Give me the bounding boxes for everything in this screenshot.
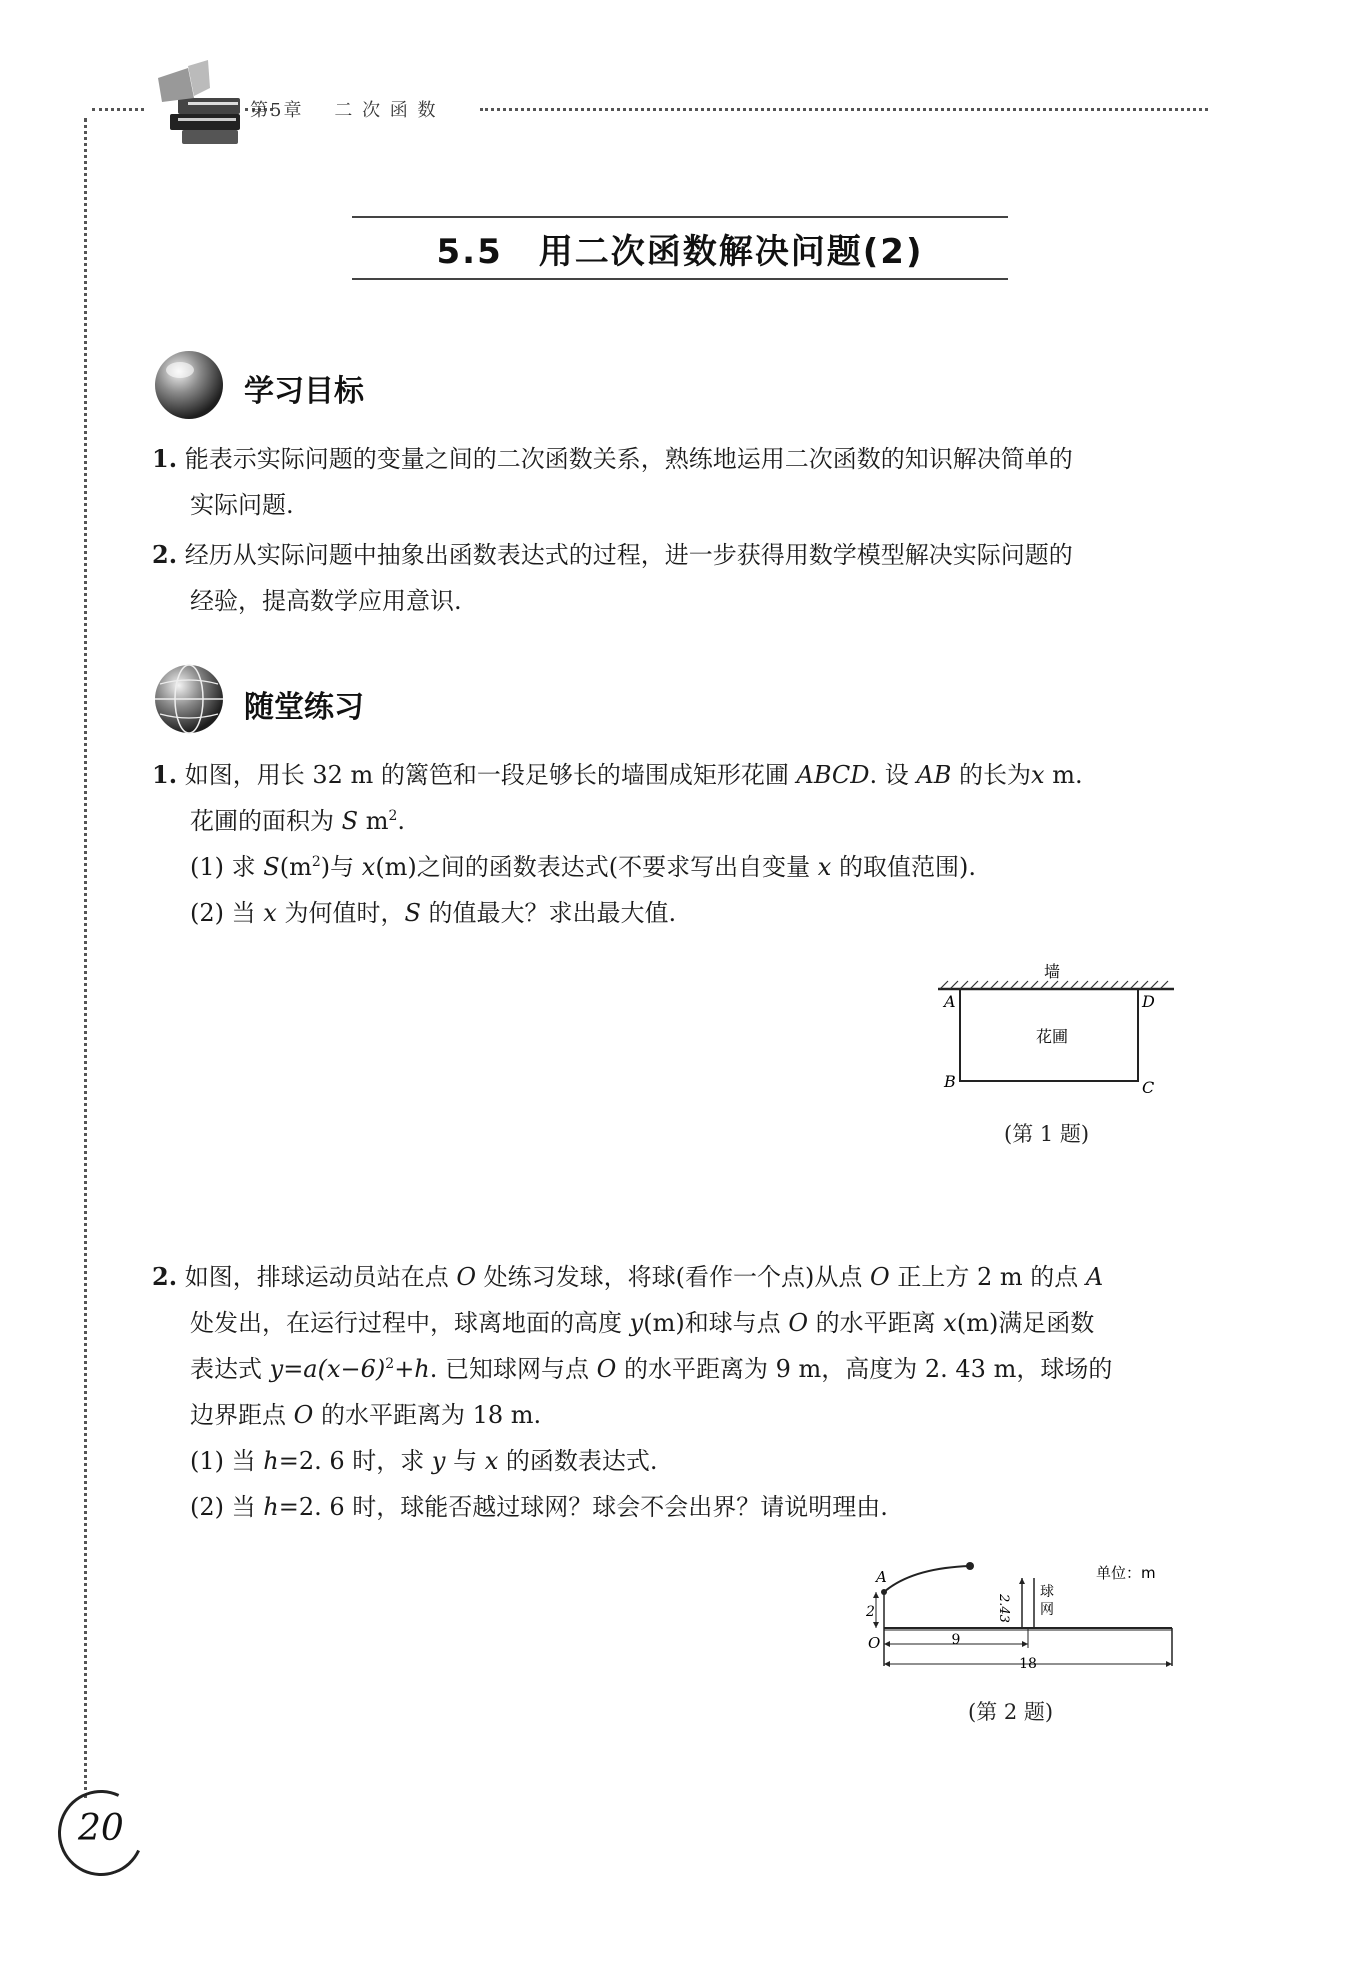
q2-sup: 2	[385, 1356, 395, 1372]
height-2-label: 2	[866, 1604, 875, 1620]
item-text-cont: 经验，提高数学应用意识.	[190, 587, 462, 615]
q2-text: 的函数表达式.	[498, 1447, 658, 1475]
q1-text: (1) 求	[190, 853, 264, 881]
item-number: 2.	[152, 540, 178, 569]
q1-subquestion-2	[152, 890, 1232, 936]
page-number: 20	[78, 1808, 124, 1849]
header-dotted-rule	[480, 108, 1208, 111]
q1-text: )与	[320, 853, 362, 881]
q2-var: y	[431, 1447, 446, 1475]
q2-text: =2. 6 时，球能否越过球网？球会不会出界？请说明理由.	[278, 1493, 888, 1521]
question-2	[152, 1254, 1232, 1530]
item-text: 能表示实际问题的变量之间的二次函数关系，熟练地运用二次函数的知识解决简单的	[184, 445, 1073, 473]
q2-var: O	[788, 1309, 809, 1337]
figure-volleyball-diagram	[860, 1552, 1190, 1682]
q1-text: 为何值时，	[276, 899, 405, 927]
q1-var: S	[404, 899, 421, 927]
q1-text: 如图，用长 32 m 的篱笆和一段足够长的墙围成矩形花圃	[184, 761, 797, 789]
q1-text: m	[358, 807, 389, 835]
q1-var: AB	[916, 761, 952, 789]
q2-var: O	[456, 1263, 477, 1291]
q2-text: 边界距点	[190, 1401, 294, 1429]
dist-18-label: 18	[1019, 1656, 1037, 1672]
page-title: 5.5 用二次函数解决问题(2)	[436, 232, 924, 272]
q1-var: x	[263, 899, 277, 927]
q2-text: (1) 当	[190, 1447, 264, 1475]
q1-var: x	[1031, 761, 1045, 789]
ball-trajectory	[884, 1566, 970, 1592]
q2-var: h	[263, 1493, 279, 1521]
objective-item-2	[152, 532, 1212, 624]
q1-var: x	[361, 853, 376, 881]
q1-var: ABCD	[796, 761, 870, 789]
q1-var: x	[817, 853, 832, 881]
q1-subquestion-1	[152, 844, 1232, 890]
q2-formula: +h	[394, 1355, 430, 1383]
point-c-label: C	[1142, 1078, 1155, 1097]
q1-text: (m	[279, 853, 312, 881]
chapter-name: 二 次 函 数	[334, 100, 438, 121]
q1-text: (m)之间的函数表达式(不要求写出自变量	[375, 853, 818, 881]
running-header	[250, 96, 438, 122]
q1-sup: 2	[311, 854, 321, 870]
section-heading-objectives: 学习目标	[244, 374, 364, 409]
question-1	[152, 752, 1232, 936]
q2-var: x	[943, 1309, 957, 1337]
q2-subquestion-2	[152, 1484, 1232, 1530]
point-d-label: D	[1142, 992, 1155, 1011]
q2-var: h	[263, 1447, 279, 1475]
garden-label: 花圃	[1035, 1027, 1069, 1046]
net-label-1: 球	[1040, 1584, 1054, 1600]
chapter-number: 第5章	[250, 100, 304, 121]
q2-var: O	[870, 1263, 890, 1291]
book-stack-icon	[148, 58, 248, 150]
q2-text: (m)满足函数	[956, 1309, 1095, 1337]
q1-var: S	[263, 853, 280, 881]
ball-dot	[966, 1562, 974, 1570]
figure-garden-diagram	[930, 955, 1190, 1105]
point-a-label: A	[944, 992, 956, 1011]
item-text-cont: 实际问题.	[190, 491, 294, 519]
point-a-label: A	[876, 1568, 887, 1586]
margin-dotted-rule	[84, 118, 87, 1798]
question-number: 1.	[152, 760, 178, 789]
q2-text: (m)和球与点	[643, 1309, 789, 1337]
q1-text: 的值最大？求出最大值.	[420, 899, 677, 927]
q2-var: O	[596, 1355, 617, 1383]
objective-item-1	[152, 436, 1212, 528]
q2-text: 如图，排球运动员站在点	[184, 1263, 457, 1291]
question-number: 2.	[152, 1262, 178, 1291]
point-o-label: O	[868, 1634, 881, 1652]
dist-9-label: 9	[951, 1632, 961, 1648]
q2-var: O	[293, 1401, 314, 1429]
q2-text: 处练习发球，将球(看作一个点)从点	[476, 1263, 871, 1291]
figure-2-caption: (第 2 题)	[968, 1700, 1054, 1724]
section-globe-icon	[152, 662, 226, 736]
q2-text: 处发出，在运行过程中，球离地面的高度	[190, 1309, 630, 1337]
q2-var: A	[1085, 1263, 1104, 1291]
net-label-2: 网	[1040, 1602, 1054, 1618]
q2-text: 表达式	[190, 1355, 270, 1383]
item-text: 经历从实际问题中抽象出函数表达式的过程，进一步获得用数学模型解决实际问题的	[184, 541, 1073, 569]
section-ball-icon	[152, 348, 226, 422]
point-a-dot	[881, 1589, 887, 1595]
q2-subquestion-1	[152, 1438, 1232, 1484]
section-heading-practice: 随堂练习	[244, 690, 364, 725]
wall-label: 墙	[1043, 962, 1061, 981]
q2-var: x	[484, 1447, 499, 1475]
q1-text: . 设	[869, 761, 917, 789]
q1-text: 的取值范围).	[831, 853, 976, 881]
q2-text: =2. 6 时，求	[278, 1447, 432, 1475]
q2-text: 的水平距离为 18 m.	[313, 1401, 542, 1429]
q2-var: y	[629, 1309, 644, 1337]
point-b-label: B	[944, 1072, 956, 1091]
q2-text: 的水平距离	[808, 1309, 944, 1337]
q2-text: 的水平距离为 9 m，高度为 2. 43 m，球场的	[616, 1355, 1113, 1383]
q1-text: (2) 当	[190, 899, 264, 927]
title-rule-top	[352, 216, 1008, 218]
q1-text: m.	[1044, 761, 1083, 789]
q2-text: . 已知球网与点	[429, 1355, 597, 1383]
q1-sup: 2	[388, 808, 398, 824]
q2-text: 正上方 2 m 的点	[889, 1263, 1086, 1291]
q2-text: (2) 当	[190, 1493, 264, 1521]
q1-text: 花圃的面积为	[190, 807, 342, 835]
q2-text: 与	[445, 1447, 485, 1475]
figure-1-caption: (第 1 题)	[1004, 1122, 1090, 1146]
item-number: 1.	[152, 444, 178, 473]
net-height-label: 2.43	[996, 1594, 1011, 1623]
q1-var: S	[341, 807, 359, 835]
unit-label: 单位：m	[1096, 1564, 1156, 1582]
margin-dotted-corner	[92, 108, 144, 111]
q2-formula: y=a(x−6)	[269, 1355, 386, 1383]
q1-text: .	[397, 807, 406, 835]
title-rule-bottom	[352, 278, 1008, 280]
q1-text: 的长为	[951, 761, 1032, 789]
